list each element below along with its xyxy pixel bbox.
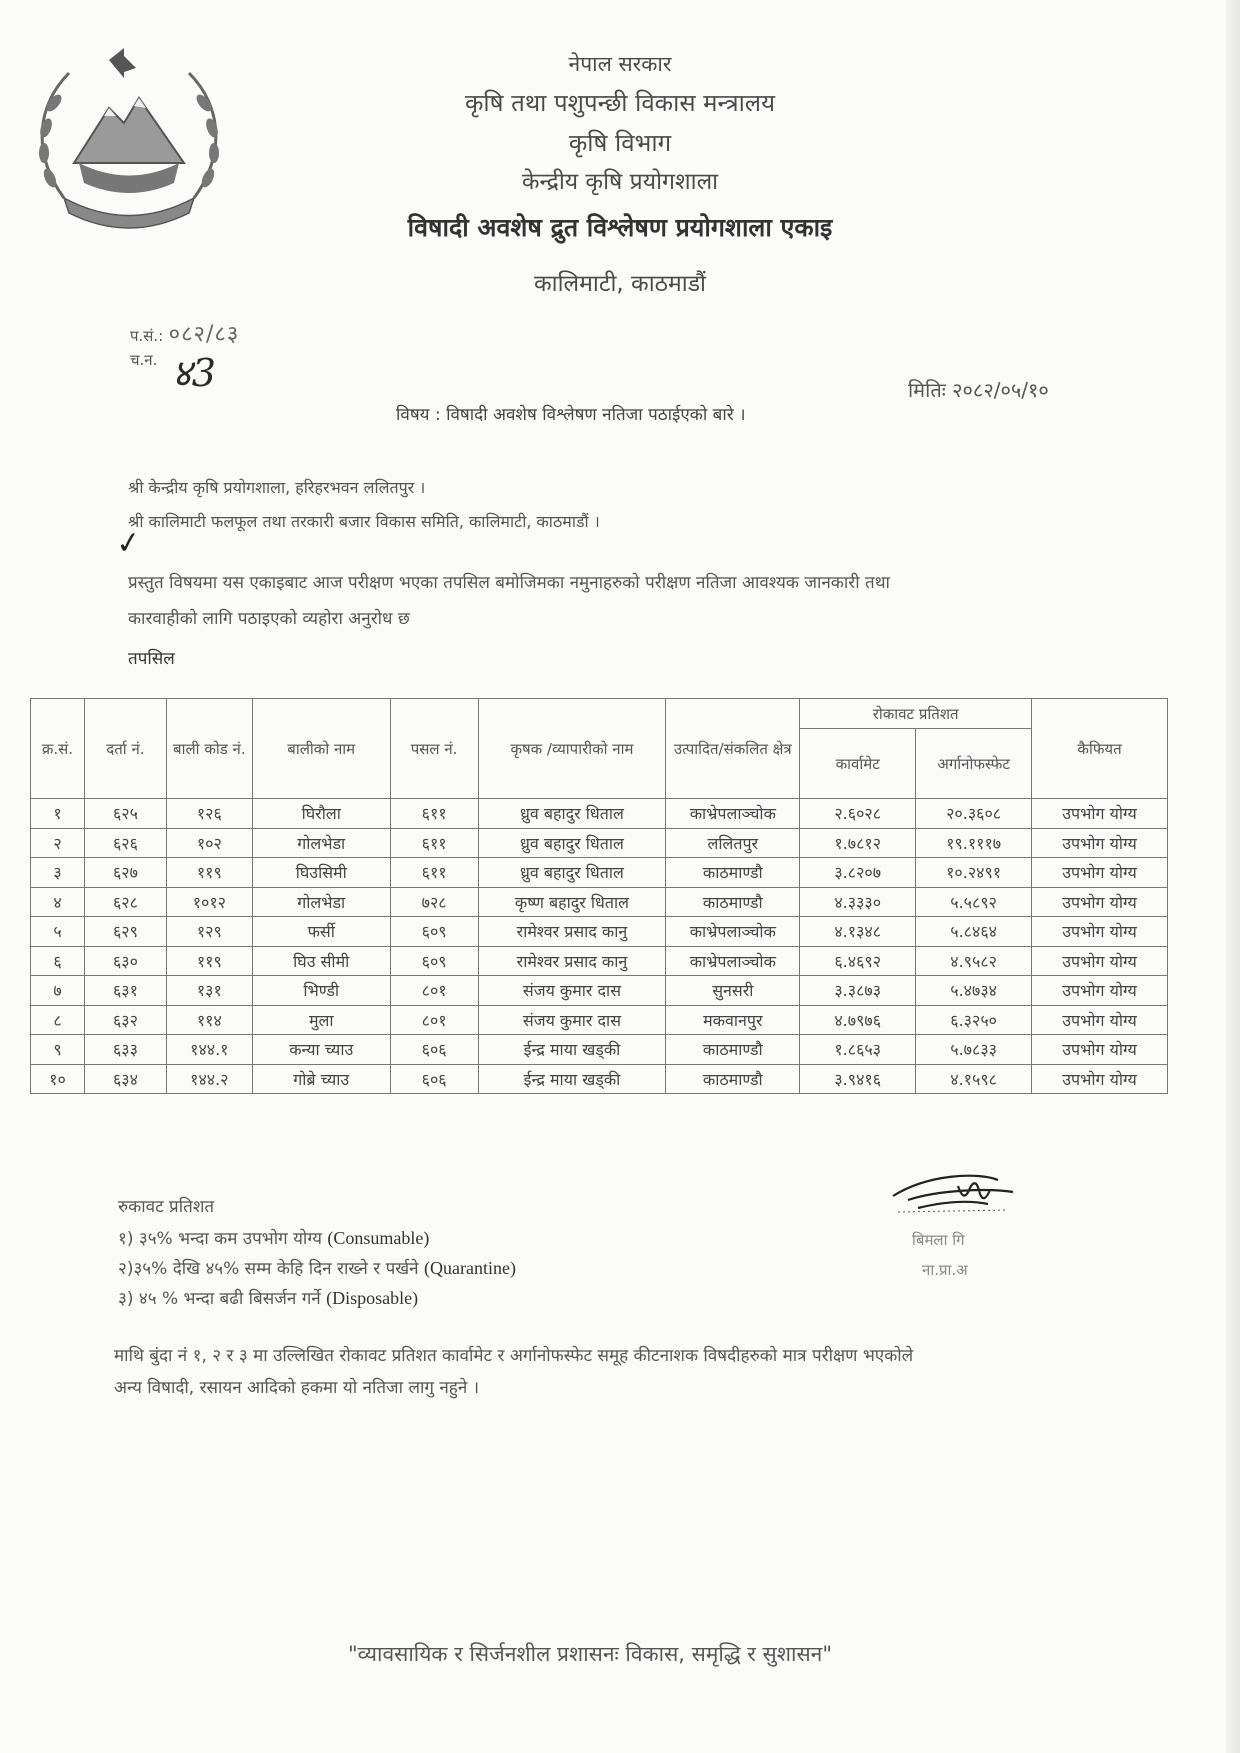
cell-origin: काभ्रेपलाञ्चोक bbox=[666, 917, 800, 947]
cell-organophosphate: ५.५८९२ bbox=[916, 887, 1032, 917]
results-table bbox=[30, 698, 1168, 1094]
addressee-2: श्री कालिमाटी फलफूल तथा तरकारी बजार विकास समिति, कालिमाटी, काठमाडौं । bbox=[128, 512, 600, 531]
legend-item-consumable bbox=[118, 1226, 429, 1249]
cell-crop-name: घिउसिमी bbox=[252, 858, 390, 888]
cell-farmer: ध्रुव बहादुर धिताल bbox=[478, 858, 666, 888]
cell-reg-no: ६२६ bbox=[84, 828, 166, 858]
table-row bbox=[31, 799, 1168, 829]
table-row bbox=[31, 858, 1168, 888]
cell-reg-no: ६२७ bbox=[84, 858, 166, 888]
cell-farmer: ध्रुव बहादुर धिताल bbox=[478, 799, 666, 829]
cell-crop-name: गोब्रे च्याउ bbox=[252, 1064, 390, 1094]
addressee-1: श्री केन्द्रीय कृषि प्रयोगशाला, हरिहरभवन ललितपुर । bbox=[128, 478, 426, 497]
cell-organophosphate: ५.७८३३ bbox=[916, 1035, 1032, 1065]
cell-stall-no: ६०९ bbox=[390, 917, 478, 947]
cell-stall-no: ६०९ bbox=[390, 946, 478, 976]
cell-origin: ललितपुर bbox=[666, 828, 800, 858]
cell-reg-no: ६३४ bbox=[84, 1064, 166, 1094]
legend-item-quarantine bbox=[118, 1256, 516, 1279]
cell-sn: ६ bbox=[31, 946, 85, 976]
header-sn: क्र.सं. bbox=[31, 699, 85, 799]
cell-remarks: उपभोग योग्य bbox=[1032, 1064, 1168, 1094]
cell-remarks: उपभोग योग्य bbox=[1032, 799, 1168, 829]
nepal-government-emblem-icon bbox=[24, 48, 234, 233]
header-origin: उत्पादित/संकलित क्षेत्र bbox=[666, 699, 800, 799]
cell-sn: ८ bbox=[31, 1005, 85, 1035]
cell-farmer: संजय कुमार दास bbox=[478, 976, 666, 1006]
cell-crop-code: ११९ bbox=[166, 946, 252, 976]
cell-organophosphate: ६.३२५० bbox=[916, 1005, 1032, 1035]
cell-sn: ४ bbox=[31, 887, 85, 917]
header-unit: विषादी अवशेष द्रुत विश्लेषण प्रयोगशाला एकाइ bbox=[407, 213, 833, 242]
cell-origin: काभ्रेपलाञ्चोक bbox=[666, 946, 800, 976]
dispatch-number-label: च.न. bbox=[130, 351, 158, 369]
header-department: कृषि विभाग bbox=[568, 129, 672, 157]
header-reg-no: दर्ता नं. bbox=[84, 699, 166, 799]
table-row bbox=[31, 946, 1168, 976]
cell-crop-name: फर्सी bbox=[252, 917, 390, 947]
cell-reg-no: ६३१ bbox=[84, 976, 166, 1006]
cell-remarks: उपभोग योग्य bbox=[1032, 1035, 1168, 1065]
cell-organophosphate: ४.१५९८ bbox=[916, 1064, 1032, 1094]
cell-crop-code: ११९ bbox=[166, 858, 252, 888]
legend-item-english: (Consumable) bbox=[327, 1228, 430, 1248]
header-stall-no: पसल नं. bbox=[390, 699, 478, 799]
cell-origin: काठमाण्डौ bbox=[666, 1064, 800, 1094]
cell-crop-name: घिउ सीमी bbox=[252, 946, 390, 976]
cell-farmer: कृष्ण बहादुर धिताल bbox=[478, 887, 666, 917]
cell-origin: काठमाण्डौ bbox=[666, 858, 800, 888]
cell-reg-no: ६३२ bbox=[84, 1005, 166, 1035]
cell-origin: मकवानपुर bbox=[666, 1005, 800, 1035]
cell-remarks: उपभोग योग्य bbox=[1032, 828, 1168, 858]
letter-number-value: ०८२/८३ bbox=[168, 322, 240, 347]
cell-organophosphate: १९.१११७ bbox=[916, 828, 1032, 858]
cell-sn: ३ bbox=[31, 858, 85, 888]
subject-line: विषय : विषादी अवशेष विश्लेषण नतिजा पठाईएको बारे । bbox=[396, 405, 746, 425]
legend-item-english: (Disposable) bbox=[326, 1288, 419, 1308]
cell-stall-no: ६०६ bbox=[390, 1064, 478, 1094]
legend-item-text: १) ३५% भन्दा कम उपभोग योग्य bbox=[118, 1229, 322, 1249]
cell-origin: काभ्रेपलाञ्चोक bbox=[666, 799, 800, 829]
cell-farmer: ध्रुव बहादुर धिताल bbox=[478, 828, 666, 858]
legend-title: रुकावट प्रतिशत bbox=[118, 1197, 215, 1217]
cell-carbamate: १.७८१२ bbox=[800, 828, 916, 858]
cell-reg-no: ६२८ bbox=[84, 887, 166, 917]
note-line-2: अन्य विषादी, रसायन आदिको हकमा यो नतिजा लागु नहुने । bbox=[114, 1378, 480, 1398]
cell-crop-name: गोलभेडा bbox=[252, 887, 390, 917]
cell-crop-code: १०२ bbox=[166, 828, 252, 858]
cell-remarks: उपभोग योग्य bbox=[1032, 858, 1168, 888]
table-row bbox=[31, 917, 1168, 947]
header-carbamate: कार्वामेट bbox=[800, 729, 916, 799]
cell-stall-no: ६०६ bbox=[390, 1035, 478, 1065]
body-line-1: प्रस्तुत विषयमा यस एकाइबाट आज परीक्षण भएका तपसिल बमोजिमका नमुनाहरुको परीक्षण नतिजा आवश्यक जानकारी तथा bbox=[128, 573, 890, 593]
note-paragraph bbox=[114, 1340, 1114, 1404]
signature-icon bbox=[888, 1168, 1018, 1216]
cell-carbamate: १.८६५३ bbox=[800, 1035, 916, 1065]
dispatch-number bbox=[130, 350, 157, 370]
cell-crop-name: भिण्डी bbox=[252, 976, 390, 1006]
cell-sn: १० bbox=[31, 1064, 85, 1094]
cell-crop-code: १०१२ bbox=[166, 887, 252, 917]
body-line-2: कारवाहीको लागि पठाइएको व्यहोरा अनुरोध छ bbox=[128, 609, 410, 629]
cell-crop-code: १४४.२ bbox=[166, 1064, 252, 1094]
header-organophosphate: अर्गानोफस्फेट bbox=[916, 729, 1032, 799]
cell-sn: ७ bbox=[31, 976, 85, 1006]
cell-remarks: उपभोग योग्य bbox=[1032, 917, 1168, 947]
header-location: कालिमाटी, काठमाडौं bbox=[533, 271, 706, 297]
cell-sn: ५ bbox=[31, 917, 85, 947]
cell-remarks: उपभोग योग्य bbox=[1032, 887, 1168, 917]
cell-farmer: संजय कुमार दास bbox=[478, 1005, 666, 1035]
results-table-body bbox=[31, 799, 1168, 1094]
footer-motto: "व्यावसायिक र सिर्जनशील प्रशासनः विकास, समृद्धि र सुशासन" bbox=[348, 1642, 832, 1666]
cell-organophosphate: ५.८४६४ bbox=[916, 917, 1032, 947]
cell-stall-no: ६११ bbox=[390, 828, 478, 858]
cell-carbamate: २.६०२८ bbox=[800, 799, 916, 829]
cell-crop-name: मुला bbox=[252, 1005, 390, 1035]
check-mark-icon: ✓ bbox=[113, 524, 144, 563]
cell-carbamate: ४.७९७६ bbox=[800, 1005, 916, 1035]
cell-farmer: रामेश्वर प्रसाद कानु bbox=[478, 946, 666, 976]
cell-organophosphate: ५.४७३४ bbox=[916, 976, 1032, 1006]
cell-remarks: उपभोग योग्य bbox=[1032, 1005, 1168, 1035]
page-edge-shadow bbox=[1226, 0, 1240, 1753]
signatory-name: बिमला गि bbox=[912, 1231, 965, 1249]
cell-origin: काठमाण्डौ bbox=[666, 1035, 800, 1065]
cell-remarks: उपभोग योग्य bbox=[1032, 976, 1168, 1006]
header-crop-name: बालीको नाम bbox=[252, 699, 390, 799]
cell-reg-no: ६३० bbox=[84, 946, 166, 976]
cell-crop-code: ११४ bbox=[166, 1005, 252, 1035]
table-row bbox=[31, 976, 1168, 1006]
table-row bbox=[31, 887, 1168, 917]
cell-crop-name: गोलभेडा bbox=[252, 828, 390, 858]
table-row bbox=[31, 828, 1168, 858]
legend-item-english: (Quarantine) bbox=[424, 1258, 516, 1278]
cell-carbamate: ३.८२०७ bbox=[800, 858, 916, 888]
table-row bbox=[31, 1005, 1168, 1035]
header-laboratory: केन्द्रीय कृषि प्रयोगशाला bbox=[521, 169, 719, 195]
cell-sn: २ bbox=[31, 828, 85, 858]
header-government: नेपाल सरकार bbox=[568, 52, 672, 76]
cell-farmer: ईन्द्र माया खड्की bbox=[478, 1035, 666, 1065]
legend-item-disposable bbox=[118, 1286, 418, 1309]
cell-carbamate: ३.९४१६ bbox=[800, 1064, 916, 1094]
cell-crop-name: घिरौला bbox=[252, 799, 390, 829]
table-row bbox=[31, 1035, 1168, 1065]
cell-sn: ९ bbox=[31, 1035, 85, 1065]
cell-stall-no: ८०१ bbox=[390, 1005, 478, 1035]
tapsil-label: तपसिल bbox=[128, 649, 175, 669]
cell-farmer: रामेश्वर प्रसाद कानु bbox=[478, 917, 666, 947]
cell-sn: १ bbox=[31, 799, 85, 829]
cell-reg-no: ६२५ bbox=[84, 799, 166, 829]
cell-reg-no: ६३३ bbox=[84, 1035, 166, 1065]
header-inhibition: रोकावट प्रतिशत bbox=[800, 699, 1032, 729]
cell-origin: काठमाण्डौ bbox=[666, 887, 800, 917]
cell-carbamate: ३.३८७३ bbox=[800, 976, 916, 1006]
cell-carbamate: ६.४६९२ bbox=[800, 946, 916, 976]
cell-crop-code: १२९ bbox=[166, 917, 252, 947]
cell-farmer: ईन्द्र माया खड्की bbox=[478, 1064, 666, 1094]
cell-stall-no: ६११ bbox=[390, 858, 478, 888]
cell-organophosphate: २०.३६०८ bbox=[916, 799, 1032, 829]
cell-crop-code: १३१ bbox=[166, 976, 252, 1006]
header-remarks: कैफियत bbox=[1032, 699, 1168, 799]
table-row bbox=[31, 1064, 1168, 1094]
cell-reg-no: ६२९ bbox=[84, 917, 166, 947]
cell-stall-no: ६११ bbox=[390, 799, 478, 829]
cell-stall-no: ७२८ bbox=[390, 887, 478, 917]
signatory-title: ना.प्रा.अ bbox=[922, 1261, 968, 1279]
cell-organophosphate: १०.२४९१ bbox=[916, 858, 1032, 888]
note-line-1: माथि बुंदा नं १, २ र ३ मा उल्लिखित रोकावट प्रतिशत कार्वामेट र अर्गानोफस्फेट समूह कीटनाशक विषदीहरुको मात्र परीक्षण भएकोले bbox=[114, 1346, 914, 1366]
header-crop-code: बाली कोड नं. bbox=[166, 699, 252, 799]
cell-origin: सुनसरी bbox=[666, 976, 800, 1006]
cell-carbamate: ४.१३४८ bbox=[800, 917, 916, 947]
cell-crop-name: कन्या च्याउ bbox=[252, 1035, 390, 1065]
cell-carbamate: ४.३३३० bbox=[800, 887, 916, 917]
letter-number-label: प.सं.: bbox=[130, 327, 164, 345]
cell-organophosphate: ४.९५८२ bbox=[916, 946, 1032, 976]
cell-crop-code: १४४.१ bbox=[166, 1035, 252, 1065]
dispatch-number-handwritten: ४3 bbox=[172, 351, 216, 395]
header-farmer: कृषक /व्यापारीको नाम bbox=[478, 699, 666, 799]
legend-item-text: २)३५% देखि ४५% सम्म केहि दिन राख्ने र पर्खने bbox=[118, 1259, 419, 1279]
cell-remarks: उपभोग योग्य bbox=[1032, 946, 1168, 976]
cell-crop-code: १२६ bbox=[166, 799, 252, 829]
legend-item-text: ३) ४५ % भन्दा बढी बिसर्जन गर्ने bbox=[118, 1289, 321, 1309]
letter-number bbox=[130, 318, 239, 348]
cell-stall-no: ८०१ bbox=[390, 976, 478, 1006]
letter-date: मितिः २०८२/०५/१० bbox=[908, 378, 1049, 402]
header-ministry: कृषि तथा पशुपन्छी विकास मन्त्रालय bbox=[465, 89, 775, 117]
